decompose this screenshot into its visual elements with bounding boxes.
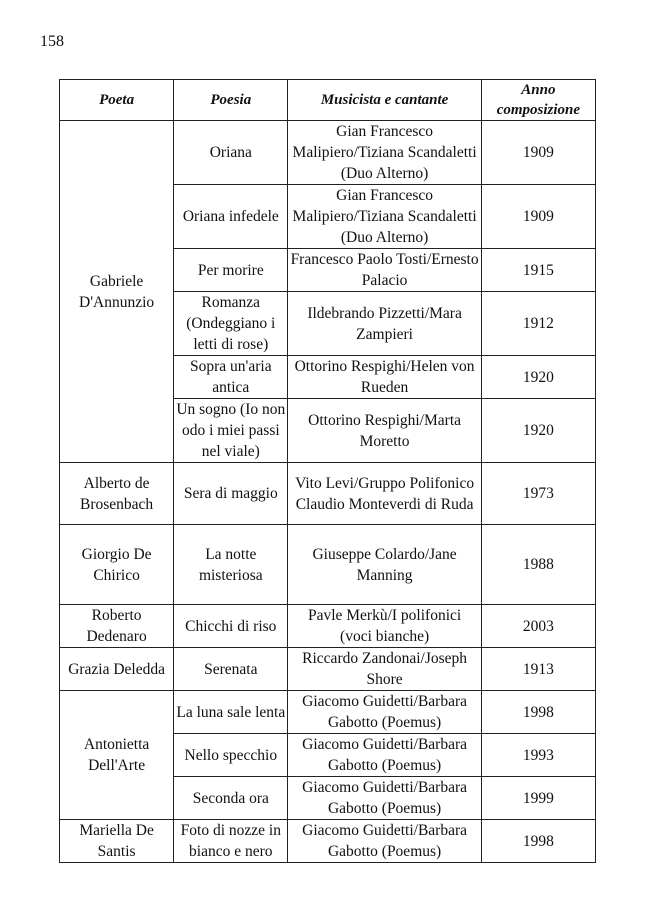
- poem-cell: Sera di maggio: [174, 463, 288, 525]
- table-row: [60, 820, 596, 863]
- table-row: [60, 648, 596, 691]
- poem-cell: Romanza (Ondeggiano i letti di rose): [174, 292, 288, 356]
- year-cell: 1909: [481, 185, 595, 249]
- year-cell: 1973: [481, 463, 595, 525]
- poet-cell: Roberto Dedenaro: [60, 605, 174, 648]
- year-cell: 1912: [481, 292, 595, 356]
- table-header-row: [60, 80, 596, 121]
- poem-cell: Nello specchio: [174, 734, 288, 777]
- year-cell: 1920: [481, 399, 595, 463]
- year-cell: 1909: [481, 121, 595, 185]
- musician-cell: Francesco Paolo Tosti/Ernesto Palacio: [288, 249, 481, 292]
- table-row: [60, 691, 596, 734]
- poems-table: [59, 79, 596, 863]
- poet-cell: Giorgio De Chirico: [60, 525, 174, 605]
- musician-cell: Giacomo Guidetti/Barbara Gabotto (Poemus): [288, 777, 481, 820]
- poet-cell: Grazia Deledda: [60, 648, 174, 691]
- year-cell: 1988: [481, 525, 595, 605]
- musician-cell: Ottorino Respighi/Marta Moretto: [288, 399, 481, 463]
- year-cell: 1993: [481, 734, 595, 777]
- year-cell: 1913: [481, 648, 595, 691]
- year-cell: 1998: [481, 691, 595, 734]
- poem-cell: Oriana: [174, 121, 288, 185]
- poet-cell: Alberto de Brosenbach: [60, 463, 174, 525]
- table-row: [60, 463, 596, 525]
- header-poem: Poesia: [174, 80, 288, 121]
- page-number: 158: [40, 33, 64, 50]
- musician-cell: Vito Levi/Gruppo Polifonico Claudio Monteverdi di Ruda: [288, 463, 481, 525]
- poem-cell: Foto di nozze in bianco e nero: [174, 820, 288, 863]
- table-row: [60, 121, 596, 185]
- table-body: [60, 121, 596, 863]
- musician-cell: Giacomo Guidetti/Barbara Gabotto (Poemus): [288, 734, 481, 777]
- header-year: Anno composizione: [481, 80, 595, 121]
- musician-cell: Giuseppe Colardo/Jane Manning: [288, 525, 481, 605]
- musician-cell: Gian Francesco Malipiero/Tiziana Scandaletti (Duo Alterno): [288, 121, 481, 185]
- year-cell: 1915: [481, 249, 595, 292]
- header-poet: Poeta: [60, 80, 174, 121]
- poem-cell: La luna sale lenta: [174, 691, 288, 734]
- poem-cell: Chicchi di riso: [174, 605, 288, 648]
- musician-cell: Pavle Merkù/I polifonici (voci bianche): [288, 605, 481, 648]
- poet-cell: Mariella De Santis: [60, 820, 174, 863]
- poem-cell: Serenata: [174, 648, 288, 691]
- poem-cell: Un sogno (Io non odo i miei passi nel viale): [174, 399, 288, 463]
- poem-cell: La notte misteriosa: [174, 525, 288, 605]
- year-cell: 1920: [481, 356, 595, 399]
- musician-cell: Ottorino Respighi/Helen von Rueden: [288, 356, 481, 399]
- year-cell: 1999: [481, 777, 595, 820]
- musician-cell: Gian Francesco Malipiero/Tiziana Scandaletti (Duo Alterno): [288, 185, 481, 249]
- musician-cell: Ildebrando Pizzetti/Mara Zampieri: [288, 292, 481, 356]
- poem-cell: Seconda ora: [174, 777, 288, 820]
- poem-cell: Per morire: [174, 249, 288, 292]
- musician-cell: Giacomo Guidetti/Barbara Gabotto (Poemus): [288, 820, 481, 863]
- table-row: [60, 525, 596, 605]
- poet-cell: Antonietta Dell'Arte: [60, 691, 174, 820]
- musician-cell: Riccardo Zandonai/Joseph Shore: [288, 648, 481, 691]
- poem-cell: Oriana infedele: [174, 185, 288, 249]
- year-cell: 1998: [481, 820, 595, 863]
- poet-cell: Gabriele D'Annunzio: [60, 121, 174, 463]
- poem-cell: Sopra un'aria antica: [174, 356, 288, 399]
- header-musician: Musicista e cantante: [288, 80, 481, 121]
- year-cell: 2003: [481, 605, 595, 648]
- table-row: [60, 605, 596, 648]
- musician-cell: Giacomo Guidetti/Barbara Gabotto (Poemus): [288, 691, 481, 734]
